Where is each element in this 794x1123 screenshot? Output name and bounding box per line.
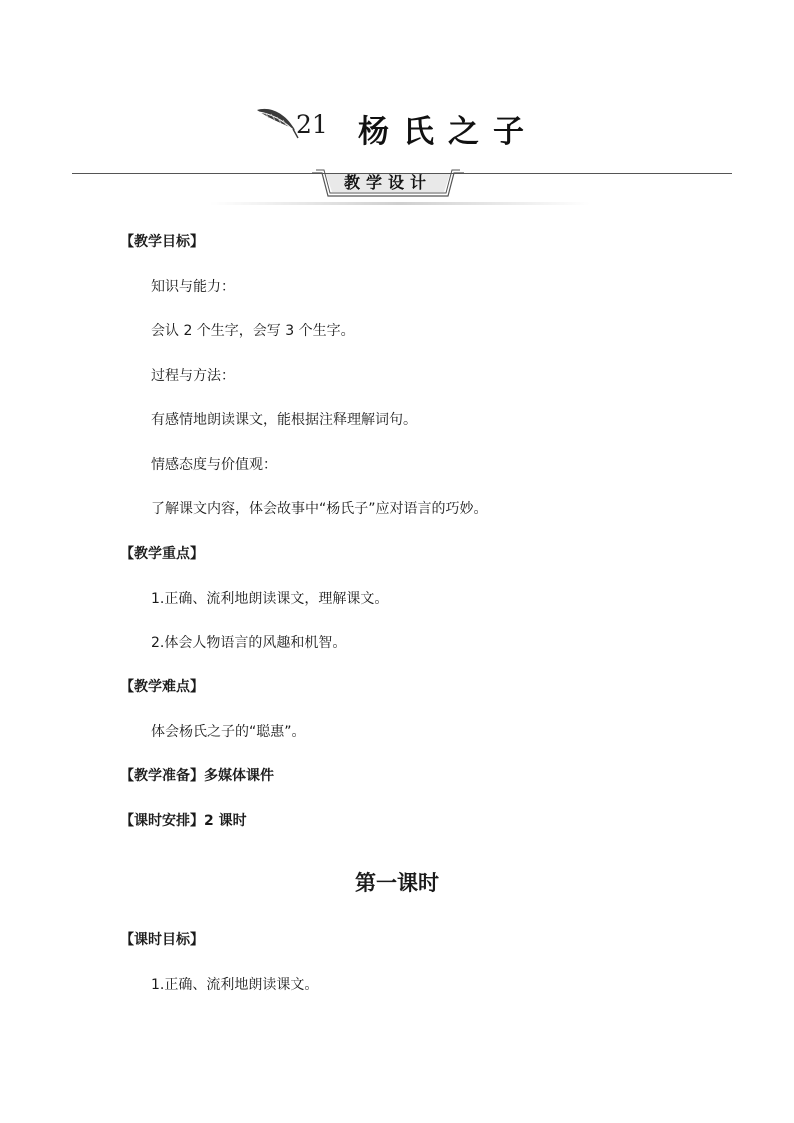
schedule-line: 【课时安排】2 课时 [120, 813, 247, 829]
lesson-title: 杨氏之子 [358, 114, 538, 150]
banner-shadow [210, 202, 590, 205]
lesson-header [0, 100, 794, 150]
feather-quill-icon [255, 104, 299, 140]
goal-knowledge-label: 知识与能力： [151, 279, 235, 295]
banner-label: 教学设计 [343, 173, 432, 192]
key-point-2: 2.体会人物语言的风趣和机智。 [151, 635, 347, 651]
key-points-heading: 【教学重点】 [120, 546, 204, 562]
goals-heading: 【教学目标】 [120, 234, 204, 250]
goal-process-label: 过程与方法： [151, 368, 235, 384]
preparation-line: 【教学准备】多媒体课件 [120, 768, 274, 784]
difficulty-text: 体会杨氏之子的“聪惠”。 [151, 724, 306, 740]
goal-emotion-label: 情感态度与价值观： [151, 457, 277, 473]
goal-emotion-text: 了解课文内容，体会故事中“杨氏子”应对语言的巧妙。 [151, 501, 488, 517]
key-point-1: 1.正确、流利地朗读课文，理解课文。 [151, 591, 389, 607]
section-title: 第一课时 [355, 871, 439, 895]
goal-process-text: 有感情地朗读课文，能根据注释理解词句。 [151, 412, 417, 428]
class-goal-1: 1.正确、流利地朗读课文。 [151, 977, 319, 993]
difficulty-heading: 【教学难点】 [120, 679, 204, 695]
lesson-number: 21 [296, 110, 328, 139]
goal-knowledge-text: 会认 2 个生字，会写 3 个生字。 [151, 323, 355, 339]
class-goals-heading: 【课时目标】 [120, 932, 204, 948]
